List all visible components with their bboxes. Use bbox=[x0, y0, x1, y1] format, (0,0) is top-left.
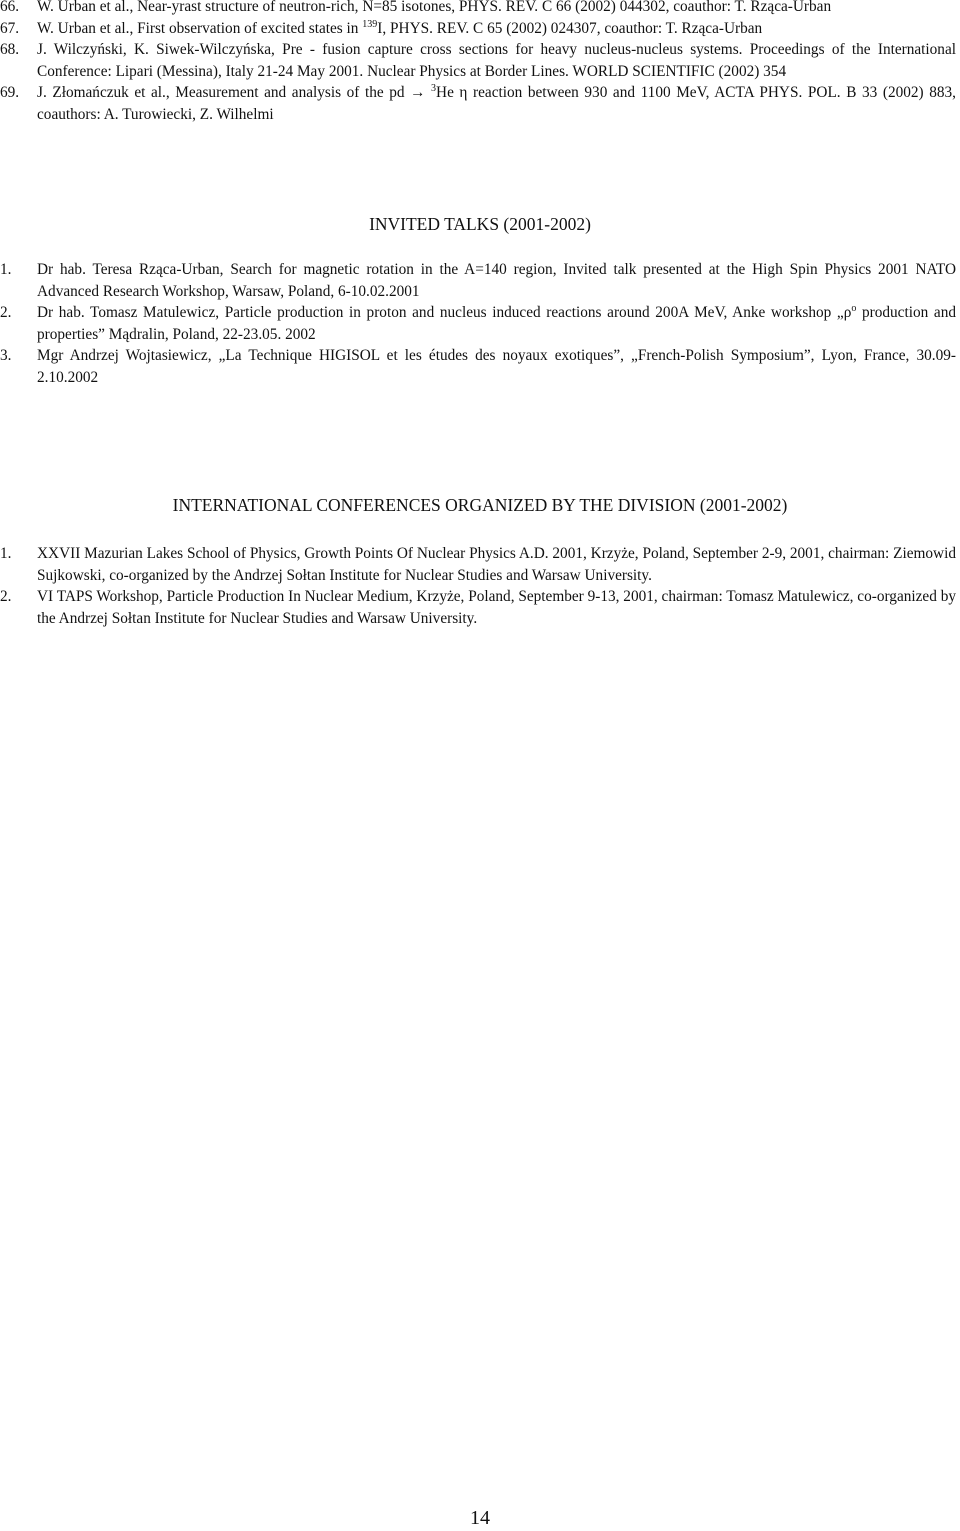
entry-number: 66. bbox=[0, 0, 20, 15]
publications-list bbox=[0, 0, 958, 126]
entry-number: 69. bbox=[0, 84, 20, 102]
conferences-list bbox=[0, 543, 958, 629]
entry-number: 1. bbox=[0, 545, 12, 562]
entry-superscript: 139 bbox=[362, 18, 378, 30]
entry-text: VI TAPS Workshop, Particle Production In Nuclear Medium, Krzyże, Poland, September 9-13, 2001, chairman: Tomasz Matulewicz, co-organized by the Andrzej Sołtan Institute for Nuclear Studies and Warsaw University. bbox=[37, 588, 956, 627]
conference-entry bbox=[0, 543, 958, 586]
entry-superscript: o bbox=[851, 303, 857, 315]
conference-entry bbox=[0, 586, 958, 629]
entry-superscript: 3 bbox=[431, 83, 437, 95]
entry-text: Mgr Andrzej Wojtasiewicz, „La Technique HIGISOL et les études des noyaux exotiques”, „French-Polish Symposium”, Lyon, France, 30.09-2.10.2002 bbox=[37, 347, 956, 386]
entry-text: Dr hab. Teresa Rząca-Urban, Search for magnetic rotation in the A=140 region, Invited talk presented at the High Spin Physics 2001 NATO Advanced Research Workshop, Warsaw, Poland, 6-10.02.2001 bbox=[37, 261, 956, 300]
conferences-heading: INTERNATIONAL CONFERENCES ORGANIZED BY THE DIVISION (2001-2002) bbox=[172, 495, 788, 515]
entry-text-continued: production and properties” Mądralin, Poland, 22-23.05. 2002 bbox=[37, 304, 956, 343]
publication-entry bbox=[0, 82, 958, 125]
entry-text: J. Wilczyński, K. Siwek-Wilczyńska, Pre - fusion capture cross sections for heavy nucleus-nucleus systems. Proceedings of the International Conference: Lipari (Messina), Italy 21-24 May 2001. Nuclear Physics at Border Lines. WORLD SCIENTIFIC (2002) 354 bbox=[37, 41, 956, 80]
entry-number: 68. bbox=[0, 41, 20, 59]
invited-talks-heading: INVITED TALKS (2001-2002) bbox=[369, 214, 591, 234]
entry-text: Dr hab. Tomasz Matulewicz, Particle production in proton and nucleus induced reactions around 200A MeV, Anke workshop „ρ bbox=[37, 304, 852, 322]
publication-entry bbox=[0, 18, 958, 40]
publication-entry bbox=[0, 0, 958, 18]
talk-entry bbox=[0, 345, 958, 388]
entry-number: 67. bbox=[0, 19, 20, 37]
entry-text: W. Urban et al., Near-yrast structure of neutron-rich, N=85 isotones, PHYS. REV. C 66 (2002) 044302, coauthor: T. Rząca-Urban bbox=[37, 0, 832, 15]
publication-entry bbox=[0, 39, 958, 82]
invited-talks-list bbox=[0, 259, 958, 389]
entry-number: 2. bbox=[0, 304, 12, 322]
talk-entry bbox=[0, 259, 958, 302]
entry-text: XXVII Mazurian Lakes School of Physics, Growth Points Of Nuclear Physics A.D. 2001, Krzyże, Poland, September 2-9, 2001, chairman: Ziemowid Sujkowski, co-organized by the Andrzej Sołtan Institute for Nuclear Studies and Warsaw University. bbox=[37, 545, 956, 584]
entry-text-continued: I, PHYS. REV. C 65 (2002) 024307, coauthor: T. Rząca-Urban bbox=[377, 19, 763, 37]
entry-text: W. Urban et al., First observation of excited states in bbox=[37, 19, 363, 37]
entry-number: 1. bbox=[0, 261, 12, 278]
talk-entry bbox=[0, 302, 958, 345]
entry-number: 3. bbox=[0, 347, 12, 365]
entry-text: J. Złomańczuk et al., Measurement and analysis of the pd → bbox=[37, 84, 432, 102]
page-number: 14 bbox=[470, 1507, 490, 1529]
entry-text-continued: He η reaction between 930 and 1100 MeV, ACTA PHYS. POL. B 33 (2002) 883, coauthors: A. Turowiecki, Z. Wilhelmi bbox=[37, 84, 956, 123]
entry-number: 2. bbox=[0, 588, 12, 606]
